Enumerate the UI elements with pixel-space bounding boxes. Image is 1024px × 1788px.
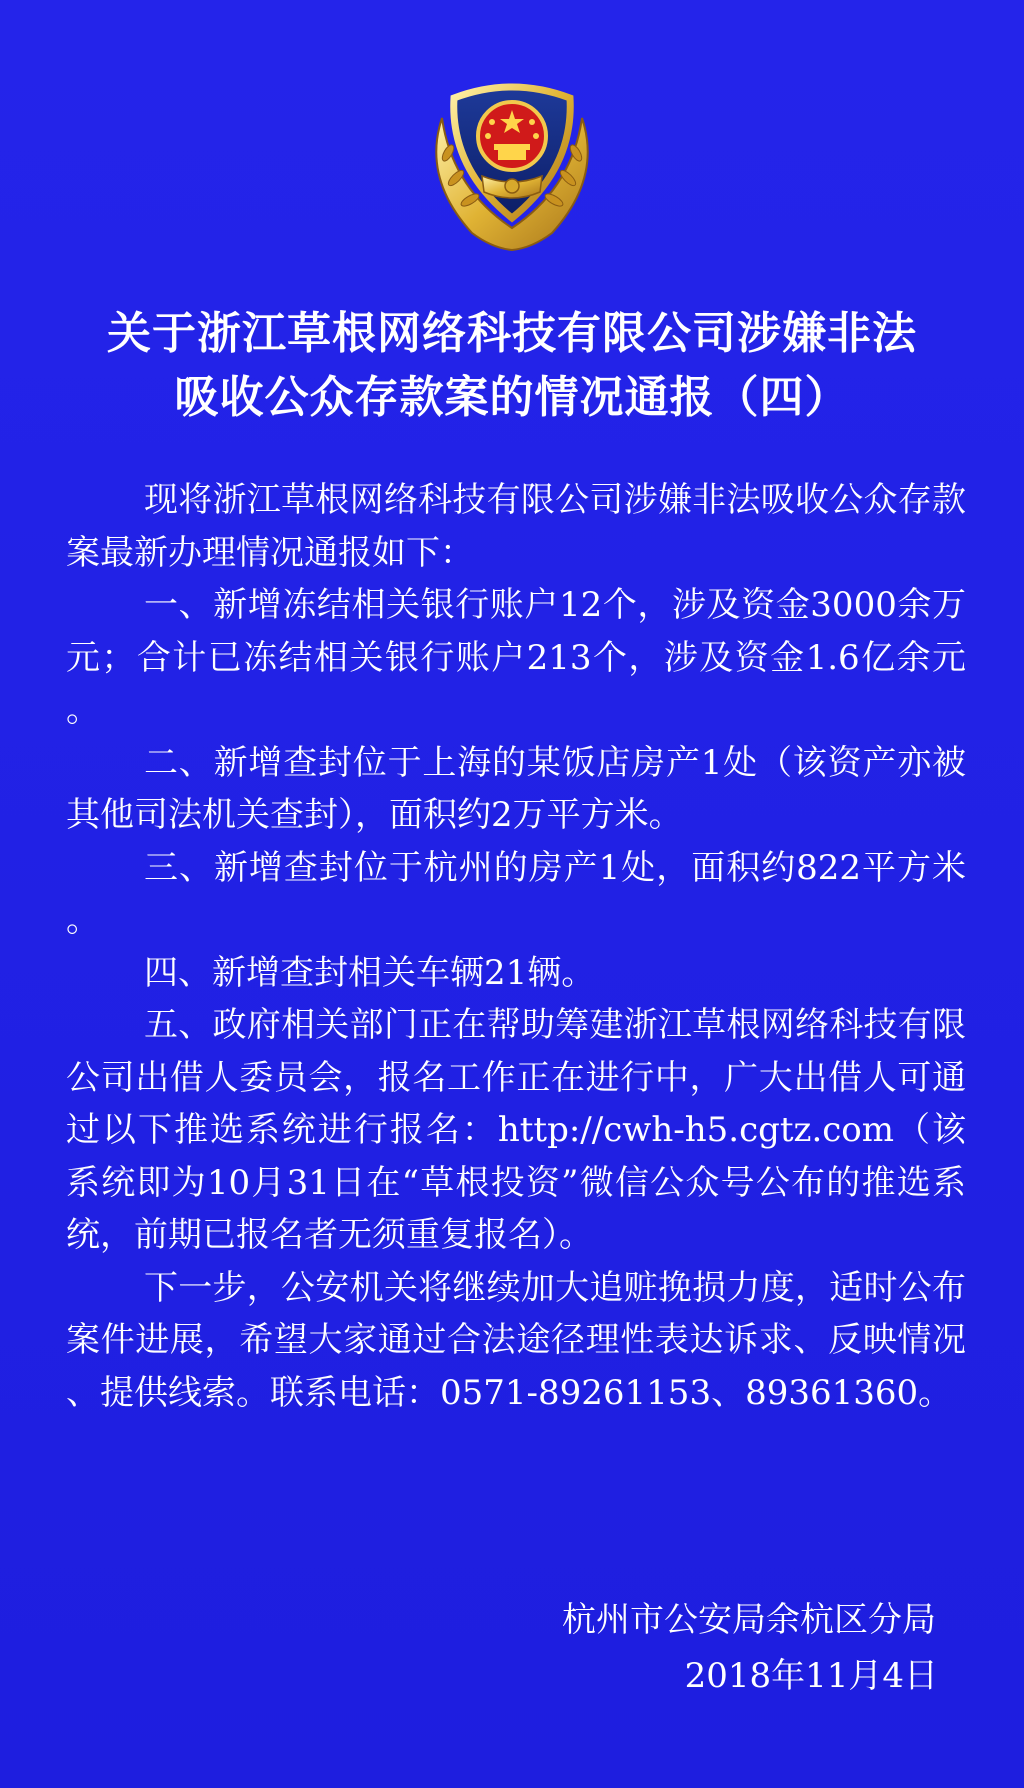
item-5-paragraph: 五、政府相关部门正在帮助筹建浙江草根网络科技有限公司出借人委员会，报名工作正在进行中，广大出借人可通过以下推选系统进行报名：http://cwh-h5.cgtz.com（该系统即为10月31日在“草根投资”微信公众号公布的推选系统，前期已报名者无须重复报名）。: [66, 1005, 966, 1255]
item-4-paragraph: 四、新增查封相关车辆21辆。: [144, 952, 596, 993]
notice-title-line-1: 关于浙江草根网络科技有限公司涉嫌非法: [107, 308, 917, 359]
item-1-paragraph: 一、新增冻结相关银行账户12个，涉及资金3000余万元；合计已冻结相关银行账户213个，涉及资金1.6亿余元。: [66, 585, 966, 730]
item-3-paragraph: 三、新增查封位于杭州的房产1处，面积约822平方米。: [66, 847, 966, 940]
notice-title-line-2: 吸收公众存款案的情况通报（四）: [174, 372, 850, 423]
issue-date: 2018年11月4日: [684, 1656, 938, 1696]
next-steps-paragraph: 下一步，公安机关将继续加大追赃挽损力度，适时公布案件进展，希望大家通过合法途径理性表达诉求、反映情况、提供线索。联系电话：0571-89261153、89361360。: [66, 1267, 966, 1413]
notice-body: [66, 474, 966, 1419]
item-2-paragraph: 二、新增查封位于上海的某饭店房产1处（该资产亦被其他司法机关查封），面积约2万平方米。: [66, 742, 966, 835]
police-emblem-icon: [412, 58, 612, 258]
intro-paragraph: 现将浙江草根网络科技有限公司涉嫌非法吸收公众存款案最新办理情况通报如下：: [66, 480, 966, 573]
issuing-organization: 杭州市公安局余杭区分局: [562, 1600, 936, 1640]
